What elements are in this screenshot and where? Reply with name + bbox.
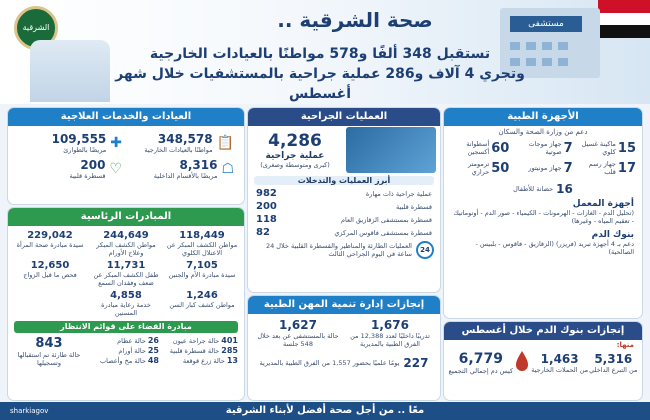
footer-handle: sharkiagov [10, 407, 49, 415]
clinic-stat: ☖ 8,316 مريضًا بالأقسام الداخلية [153, 158, 234, 180]
blood-bank-card [444, 322, 642, 400]
initiative-stat: 4,858 خدمة رعاية مبادرة المسنين [101, 290, 151, 317]
waitlist-section [8, 333, 244, 370]
waitlist-item: 48 حالة مخ وأعصاب [100, 356, 159, 365]
device-item: 7 جهاز مونيتور [528, 160, 573, 176]
footer-bar [0, 402, 650, 420]
blood-item: 5,316 من التبرع الداخلي [589, 352, 638, 374]
bloodbank-text: دعم بـ 4 أجهزة تبريد (فريزر) (الزقازيق - فاقوس - بلبيس - الصالحية) [475, 240, 634, 256]
list-item: قسطرة بمستشفى الزقازيق العام 118 [256, 214, 432, 225]
list-item: قسطرة بمستشفى فاقوس المركزي 82 [256, 227, 432, 238]
initiative-stat: 1,246 مواطن كشف كبار السن [169, 290, 235, 309]
initiative-stat: 7,105 سيدة مبادرة الأم والجنين [168, 260, 236, 279]
devices-grid [444, 136, 642, 180]
device-item: 50 ترمومتر حراري [467, 160, 510, 176]
clinic-stat: 📋 348,578 مواطنًا بالعيادات الخارجية [144, 132, 234, 154]
devices-title: الأجهزة الطبية [444, 108, 642, 126]
highlights-title: أبرز العمليات والتدخلات [254, 176, 434, 185]
header-banner [0, 0, 650, 104]
clipboard-icon: 📋 [216, 135, 234, 151]
surgeries-card [248, 108, 440, 292]
egypt-flag-icon [598, 0, 650, 38]
training-item: 1,627 حالة بالمستشفى عن بعد خلال 548 جلسة [257, 318, 339, 348]
clinics-title: العيادات والخدمات العلاجية [8, 108, 244, 126]
clinics-grid [8, 126, 244, 186]
lab-title: أجهزة المعمل [572, 199, 634, 209]
device-item: 15 ماكينة غسيل كلوي [581, 140, 636, 156]
clinics-card [8, 108, 244, 204]
surgeons-image [346, 127, 436, 173]
bed-icon: ☖ [221, 161, 234, 177]
lab-text: (تحليل الدم - الغازات - الهرمونات - الكيمياء - صور الدم - أوتوماتيك - تعقيم المياه - وغيرها) [453, 209, 634, 225]
list-item: عملية جراحية ذات مهارة 982 [256, 188, 432, 199]
initiatives-grid [8, 226, 244, 321]
initiative-stat: 12,650 فحص ما قبل الزواج [23, 260, 77, 279]
heart-rate-icon: ♡ [109, 161, 122, 177]
hospital-sign: مستشفى [510, 16, 582, 32]
doctor-tablet-image [30, 40, 110, 102]
device-item: 17 جهاز رسم قلب [588, 160, 636, 176]
waitlist-grid [84, 336, 238, 365]
blood-drop-icon [514, 350, 530, 376]
clinic-stat: ♡ 200 قسطرة قلبية [69, 158, 122, 180]
initiative-stat: 118,449 مواطن الكشف المبكر عن الاعتلال الكلوي [166, 230, 238, 257]
blood-title: إنجازات بنوك الدم خلال أغسطس [444, 322, 642, 340]
lab-devices-section [444, 196, 642, 228]
medical-devices-card [444, 108, 642, 318]
initiative-stat: 11,731 طفل الكشف المبكر عن ضعف وفقدان السمع [93, 260, 159, 287]
page-title: صحة الشرقية .. [277, 8, 433, 32]
list-item: قسطرة قلبية 200 [256, 201, 432, 212]
waitlist-total: 843 حالة طارئة تم استقبالها وتسجيلها [17, 336, 81, 367]
emergency-note: العمليات الطارئة والمناظير والقسطرة القلبية خلال 24 ساعة في اليوم الجراحي الثالث [265, 242, 412, 258]
surgeries-total: 4,286 عملية جراحية (كبرى ومتوسطة وصغرى) [260, 131, 330, 169]
initiative-stat: 244,649 مواطن الكشف المبكر وعلاج الأورام [96, 230, 156, 257]
bloodbank-section [444, 228, 642, 258]
devices-subtitle: دعم من وزارة الصحة والسكان [498, 128, 588, 136]
waitlist-item: 26 حالة عظام [117, 336, 159, 345]
blood-total: 6,779 كيس دم إجمالي التجميع [448, 351, 514, 375]
surgeries-title: العمليات الجراحية [248, 108, 440, 126]
initiative-stat: 229,042 سيدة مبادرة صحة المرأة [16, 230, 84, 249]
training-title: إنجازات إدارة تنمية المهن الطبية [248, 296, 440, 314]
device-item: 16 حضانة للأطفال [513, 182, 573, 196]
device-item: 60 أسطوانة أكسجين [466, 140, 510, 156]
waitlist-item: 13 حالة زرع قوقعة [182, 356, 238, 365]
blood-mention: منها: [616, 341, 634, 349]
training-daily: 227 يومًا علميًا بحضور 1,557 من الفرق الطبية بالمديرية [259, 356, 429, 370]
bloodbank-title: بنوك الدم [591, 230, 634, 240]
footer-slogan: معًا .. من أجل صحة أفضل لأبناء الشرقية [225, 405, 425, 416]
initiatives-title: المبادرات الرئاسية [8, 208, 244, 226]
page-subtitle: تستقبل 348 ألفًا و578 مواطنًا بالعيادات الخارجية وتجري 4 آلاف و286 عملية جراحية بالمستشفيات خلال شهر أغسطس [115, 46, 525, 102]
blood-item: 1,463 من الحملات الخارجية [531, 352, 589, 374]
sharkia-logo: الشرقية [14, 6, 58, 50]
training-item: 1,676 تدريبًا داخليًا لعدد 12,388 من الفرق الطبية بالمديرية [350, 318, 430, 348]
waitlist-title: مبادرة القضاء على قوائم الانتظار [14, 321, 238, 333]
initiatives-card [8, 208, 244, 400]
clinic-stat: ✚ 109,555 مريضًا بالطوارئ [51, 132, 122, 154]
surgery-items-list [248, 187, 440, 239]
waitlist-item: 285 حالة قسطرة قلبية [169, 346, 238, 355]
ambulance-icon: ✚ [110, 135, 122, 151]
clock-24-icon: 24 [416, 241, 434, 259]
waitlist-item: 401 حالة جراحة عيون [172, 336, 238, 345]
device-item: 7 جهاز موجات صوتية [528, 140, 573, 156]
waitlist-item: 25 حالة أورام [118, 346, 159, 355]
training-card [248, 296, 440, 400]
